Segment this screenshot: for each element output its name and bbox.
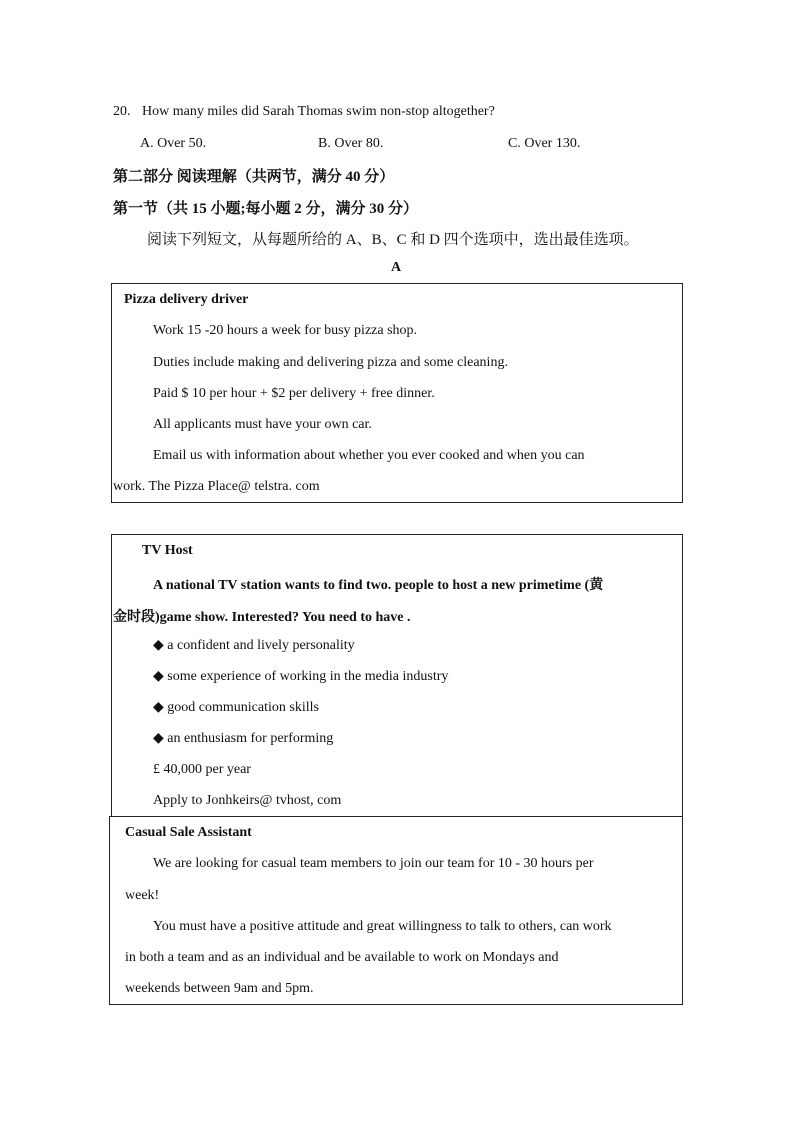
diamond-bullet-icon: ◆ bbox=[153, 731, 164, 746]
tv-host-requirement: ◆ an enthusiasm for performing bbox=[153, 731, 334, 746]
casual-sale-line: You must have a positive attitude and great willingness to talk to others, can work bbox=[153, 919, 612, 934]
option-c: C. Over 130. bbox=[508, 136, 581, 151]
part-title: 第二部分 阅读理解（共两节，满分 40 分） bbox=[113, 169, 395, 185]
pizza-ad-line: All applicants must have your own car. bbox=[153, 417, 372, 432]
question-20 bbox=[113, 104, 495, 120]
pizza-ad-title: Pizza delivery driver bbox=[124, 292, 249, 307]
tv-host-salary: £ 40,000 per year bbox=[153, 762, 251, 777]
pizza-ad-line: Duties include making and delivering pizza and some cleaning. bbox=[153, 355, 508, 370]
casual-sale-line: week! bbox=[125, 888, 160, 903]
pizza-ad bbox=[111, 283, 683, 503]
question-number: 20. bbox=[113, 104, 131, 119]
tv-host-requirement: ◆ some experience of working in the media industry bbox=[153, 669, 449, 684]
tv-host-title: TV Host bbox=[142, 543, 193, 558]
diamond-bullet-icon: ◆ bbox=[153, 669, 164, 684]
tv-host-apply: Apply to Jonhkeirs@ tvhost, com bbox=[153, 793, 342, 808]
diamond-bullet-icon: ◆ bbox=[153, 700, 164, 715]
tv-host-intro: 金时段)game show. Interested? You need to have . bbox=[113, 610, 411, 625]
casual-sale-line: weekends between 9am and 5pm. bbox=[125, 981, 314, 996]
instruction: 阅读下列短文，从每题所给的 A、B、C 和 D 四个选项中，选出最佳选项。 bbox=[147, 232, 639, 248]
casual-sale-line: in both a team and as an individual and be available to work on Mondays and bbox=[125, 950, 559, 965]
passage-label: A bbox=[391, 260, 402, 275]
casual-sale-title: Casual Sale Assistant bbox=[125, 825, 252, 840]
casual-sale-line: We are looking for casual team members to join our team for 10 - 30 hours per bbox=[153, 856, 594, 871]
tv-host-requirement: ◆ good communication skills bbox=[153, 700, 319, 715]
question-text: How many miles did Sarah Thomas swim non-stop altogether? bbox=[142, 104, 495, 119]
pizza-ad-line: Paid $ 10 per hour + $2 per delivery + free dinner. bbox=[153, 386, 435, 401]
pizza-ad-line: work. The Pizza Place@ telstra. com bbox=[113, 479, 320, 494]
option-b: B. Over 80. bbox=[318, 136, 384, 151]
diamond-bullet-icon: ◆ bbox=[153, 638, 164, 653]
tv-host-requirement: ◆ a confident and lively personality bbox=[153, 638, 355, 653]
tv-host-ad bbox=[111, 534, 683, 817]
tv-host-intro: A national TV station wants to find two. people to host a new primetime (黄 bbox=[153, 578, 604, 593]
pizza-ad-line: Email us with information about whether you ever cooked and when you can bbox=[153, 448, 585, 463]
pizza-ad-line: Work 15 -20 hours a week for busy pizza shop. bbox=[153, 323, 418, 338]
section-subtitle: 第一节（共 15 小题;每小题 2 分，满分 30 分） bbox=[113, 201, 418, 217]
option-a: A. Over 50. bbox=[140, 136, 207, 151]
casual-sale-ad bbox=[109, 816, 683, 1005]
